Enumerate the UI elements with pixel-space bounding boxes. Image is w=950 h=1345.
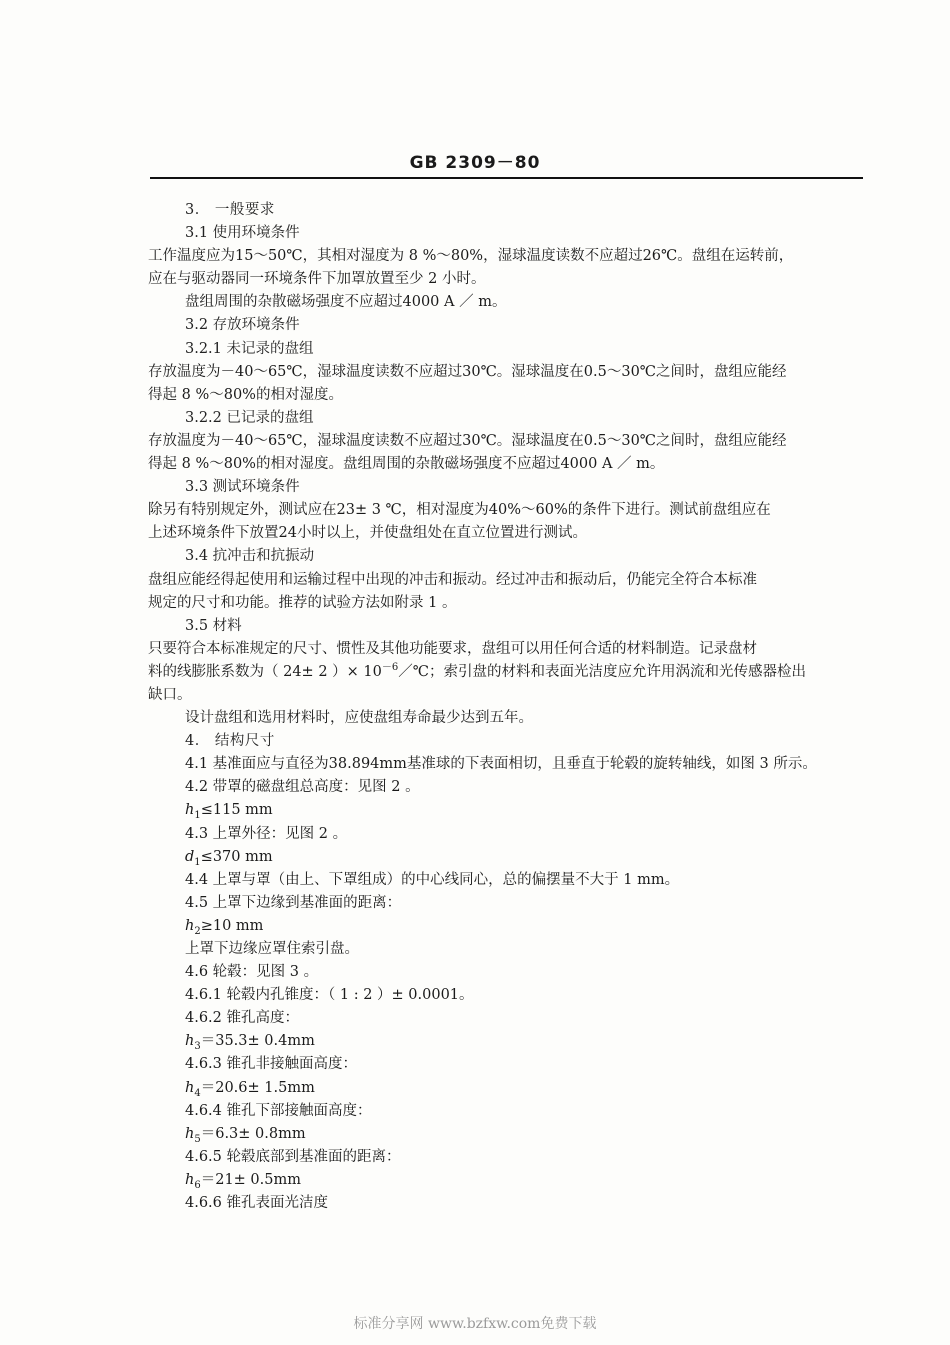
- subscript: 2: [194, 925, 201, 937]
- variable: h: [185, 1125, 195, 1142]
- text-line: 得起 8 %～80%的相对湿度。盘组周围的杂散磁场强度不应超过4000 A ／ m。: [148, 456, 665, 473]
- text-line: 缺口。: [148, 686, 192, 703]
- text-fragment: ／℃；索引盘的材料和表面光洁度应允许用涡流和光传感器检出: [398, 663, 806, 680]
- value: ＝6.3± 0.8mm: [200, 1125, 306, 1142]
- section-4-6-1: 4.6.1 轮毂内孔锥度：（ 1 : 2 ）± 0.0001。: [185, 987, 474, 1004]
- section-3-1-paragraph: [148, 245, 863, 291]
- formula-h3: [185, 1030, 863, 1053]
- value: ＝21± 0.5mm: [200, 1171, 301, 1188]
- section-3-title: 3． 一般要求: [185, 202, 275, 218]
- subscript: 6: [194, 1179, 201, 1191]
- variable: h: [185, 1079, 195, 1096]
- variable: h: [185, 1171, 195, 1188]
- expansion-coefficient: 料的线膨胀系数为（ 24± 2 ）× 10: [148, 663, 382, 680]
- section-4-6: 4.6 轮毂：见图 3 。: [185, 964, 319, 981]
- formula-h1: [185, 799, 863, 822]
- subscript: 1: [194, 856, 201, 868]
- document-body: [148, 199, 863, 1215]
- formula-d1: [185, 846, 863, 869]
- section-4-6-2: 4.6.2 锥孔高度：: [185, 1010, 300, 1027]
- formula-h5: [185, 1123, 863, 1146]
- text-line: 存放温度为－40～65℃，湿球温度读数不应超过30℃。湿球温度在0.5～30℃之间时，盘组应能经: [148, 363, 787, 380]
- section-4-3: 4.3 上罩外径：见图 2 。: [185, 825, 348, 842]
- variable: h: [185, 917, 195, 934]
- formula-h2: [185, 915, 863, 938]
- section-3-1-title: 3.1 使用环境条件: [185, 225, 300, 242]
- section-3-1-field-note: 盘组周围的杂散磁场强度不应超过4000 A ／ m。: [185, 294, 507, 311]
- subscript: 3: [194, 1041, 201, 1053]
- download-watermark: 标准分享网 www.bzfxw.com免费下载: [353, 1316, 597, 1332]
- section-4-title: 4． 结构尺寸: [185, 733, 275, 750]
- text-line: [148, 661, 863, 684]
- section-3-2-1-title: 3.2.1 未记录的盘组: [185, 340, 314, 357]
- section-4-2: 4.2 带罩的磁盘组总高度：见图 2 。: [185, 779, 420, 796]
- subscript: 1: [194, 810, 201, 822]
- section-3-5-paragraph: [148, 638, 863, 707]
- value: ≤370 mm: [200, 848, 273, 865]
- section-4-6-3: 4.6.3 锥孔非接触面高度：: [185, 1056, 358, 1073]
- header-rule: [150, 177, 863, 179]
- section-3-4-title: 3.4 抗冲击和抗振动: [185, 548, 315, 565]
- section-3-5-lifetime: 设计盘组和选用材料时，应使盘组寿命最少达到五年。: [185, 710, 533, 727]
- subscript: 4: [194, 1087, 201, 1099]
- subscript: 5: [194, 1133, 201, 1145]
- section-4-5-note: 上罩下边缘应罩住索引盘。: [185, 941, 359, 957]
- section-4-6-4: 4.6.4 锥孔下部接触面高度：: [185, 1102, 372, 1119]
- section-3-2-1-paragraph: [148, 361, 863, 407]
- standard-code: GB 2309－80: [409, 153, 541, 173]
- value: ≤115 mm: [200, 802, 273, 819]
- section-3-2-title: 3.2 存放环境条件: [185, 317, 300, 334]
- value: ≥10 mm: [200, 917, 264, 934]
- text-line: 上述环境条件下放置24小时以上，并使盘组处在直立位置进行测试。: [148, 525, 587, 542]
- text-line: 存放温度为－40～65℃，湿球温度读数不应超过30℃。湿球温度在0.5～30℃之间时，盘组应能经: [148, 432, 787, 449]
- formula-h6: [185, 1169, 863, 1192]
- text-line: 工作温度应为15～50℃，其相对湿度为 8 %～80%，湿球温度读数不应超过26℃。盘组在运转前，: [148, 248, 794, 265]
- exponent: －6: [381, 662, 399, 674]
- section-4-5: 4.5 上罩下边缘到基准面的距离：: [185, 894, 402, 911]
- section-3-5-title: 3.5 材料: [185, 617, 242, 634]
- section-3-2-2-title: 3.2.2 已记录的盘组: [185, 409, 314, 426]
- section-3-3-title: 3.3 测试环境条件: [185, 479, 300, 496]
- variable: d: [185, 848, 195, 865]
- section-4-4: 4.4 上罩与罩（由上、下罩组成）的中心线同心，总的偏摆量不大于 1 mm。: [185, 871, 680, 888]
- section-4-6-6: 4.6.6 锥孔表面光洁度: [185, 1195, 329, 1212]
- section-3-4-paragraph: [148, 569, 863, 615]
- value: ＝20.6± 1.5mm: [200, 1079, 315, 1096]
- text-line: 盘组应能经得起使用和运输过程中出现的冲击和振动。经过冲击和振动后，仍能完全符合本标准: [148, 571, 757, 588]
- section-4-6-5: 4.6.5 轮毂底部到基准面的距离：: [185, 1148, 401, 1165]
- variable: h: [185, 802, 195, 819]
- text-line: 应在与驱动器同一环境条件下加罩放置至少 2 小时。: [148, 271, 486, 288]
- section-3-2-2-paragraph: [148, 430, 863, 476]
- text-line: 除另有特别规定外，测试应在23± 3 ℃，相对湿度为40%～60%的条件下进行。测试前盘组应在: [148, 502, 771, 519]
- value: ＝35.3± 0.4mm: [200, 1033, 315, 1050]
- formula-h4: [185, 1077, 863, 1100]
- text-line: 规定的尺寸和功能。推荐的试验方法如附录 1 。: [148, 594, 457, 611]
- section-4-1: 4.1 基准面应与直径为38.894mm基准球的下表面相切，且垂直于轮毂的旋转轴线，如图 3 所示。: [185, 756, 817, 773]
- text-line: 只要符合本标准规定的尺寸、惯性及其他功能要求，盘组可以用任何合适的材料制造。记录盘材: [148, 640, 757, 657]
- text-line: 得起 8 %～80%的相对湿度。: [148, 386, 343, 403]
- variable: h: [185, 1033, 195, 1050]
- section-3-3-paragraph: [148, 499, 863, 545]
